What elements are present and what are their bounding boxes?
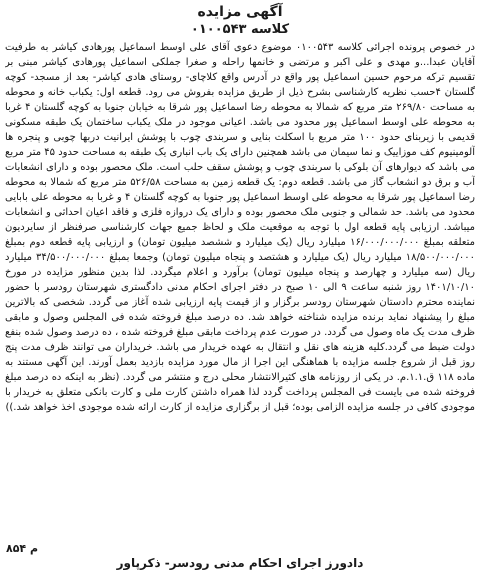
notice-title: آگهی مزایده <box>197 4 283 20</box>
notice-body: در خصوص پرونده اجرائی کلاسه ۰۱۰۰۵۴۳ موضوع دعوی آقای علی اوسط اسماعیل پورهادی کیاشر به طرفیت آقایان عبدا...و مهدی و علی اکبر و مرتضی و خانمها راحله و صغرا جملکی اسماعیل پورهادی کیاشر مبنی بر تقسیم ترکه مرحوم حسین اسماعیل پور واقع در آدرس واقع کلاچای- روستای هادی کیاشر- بعد از مسجد- کوچه گلستان ۴حسب نظریه کارشناسی بشرح ذیل از طریق مزایده بفروش می رود. قطعه اول: یکباب خانه و محوطه به مساحت ۲۶۹/۸۰ متر مربع که شمالا به محوطه رضا اسماعیل پور شرقا به خیابان جنوبا به کوچه گلستان ۴ غربا به محوطه علی اوسط اسماعیل پور محدود می باشد. اعیانی موجود در ملک یکباب ساختمان یک طبقه مسکونی قدیمی با زیربنای حدود ۱۰۰ متر مربع با اسکلت بنایی و سربندی چوب با پوشش ایرانیت دربها چوبی و پنجره ها آلومینیوم کف موزاییک و نما سیمان می باشد همچنین دارای یک باب انباری یک طبقه به مساحت حدود ۴۵ متر مربع می باشد که دیوارهای آن بلوکی با سربندی چوب و پوشش سقف حلب است. ملک محصور بوده و دارای انشعابات آب و برق دو انشعاب گاز می باشد. قطعه دوم: یک قطعه زمین به مساحت ۵۲۶/۵۸ متر مربع که شمالا به محوطه رضا اسماعیل پور شرقا به محوطه علی اوسط اسماعیل پور جنوبا به کوچه گلستان ۴ و غربا به محوطه علی بابایی محدود می باشد. حد شمالی و جنوبی ملک محصور بوده و دارای یک دروازه فلزی و فاقد اعیان احداثی و انشعابات میباشد. ارزیابی پایه قطعه اول با توجه به موقعیت ملک و لحاظ جمیع جهات کارشناسی صرفنظر از سایردیون متعلقه بمبلغ ۱۶/۰۰۰/۰۰۰/۰۰۰ میلیارد ریال (یک میلیارد و ششصد میلیون تومان) و ارزیابی پایه قطعه دوم بمبلغ ۱۸/۵۰۰/۰۰۰/۰۰۰ میلیارد ریال (یک میلیارد و هشتصد و پنجاه میلیون تومان) وجمعا بمبلغ ۳۴/۵۰۰/۰۰۰/۰۰۰ میلیارد ریال (سه میلیارد و چهارصد و پنجاه میلیون تومان) برآورد و اعلام میگردد. لذا بدین منظور مزایده در مورخ ۱۴۰۱/۱۰/۱۰ روز شنبه ساعت ۹ الی ۱۰ صبح در دفتر اجرای احکام مدنی دادگستری شهرستان رودسر با حضور نماینده محترم دادستان شهرستان رودسر برگزار و از قیمت پایه ارزیابی شده آغاز می گردد. شخصی که بالاترین مبلغ را پیشنهاد نماید برنده مزایده شناخته خواهد شد. ده درصد مبلغ فروخته شده فی المجلس وصول و مابقی ظرف مدت یک ماه وصول می گردد. در صورت عدم پرداخت مابقی مبلغ فروخته شده ، ده درصد وصول شده بنفع دولت ضبط می گردد.کلیه هزینه های نقل و انتقال به عهده خریدار می باشد. خریداران می توانند ظرف مدت پنج روز قبل از شروع جلسه مزایده با هماهنگی این اجرا از مال مورد مزایده بازدید بعمل آورند. این آگهی مستند به ماده ۱۱۸ ق.۱.۱.م. در یکی از روزنامه های کثیرالانتشار محلی درج و منتشر می گردد. (نظر به اینکه ده درصد مبلغ فروخته شده می بایست فی المجلس پرداخت گردد لذا همراه داشتن کارت ملی و کارت بانکی متعلق به خریدار با موجودی کافی در جلسه مزایده الزامی بوده؛ قبل از برگزاری مزایده از کارت ارائه شده موجودی اخذ خواهد شد.)) <box>5 42 475 413</box>
reference-number: م ۸۵۴ <box>6 542 39 555</box>
notice-header <box>0 3 480 38</box>
signature-line: دادورز اجرای احکام مدنی رودسر- ذکرپاور <box>116 556 364 570</box>
case-number: کلاسه ۰۱۰۰۵۴۳ <box>190 22 290 37</box>
